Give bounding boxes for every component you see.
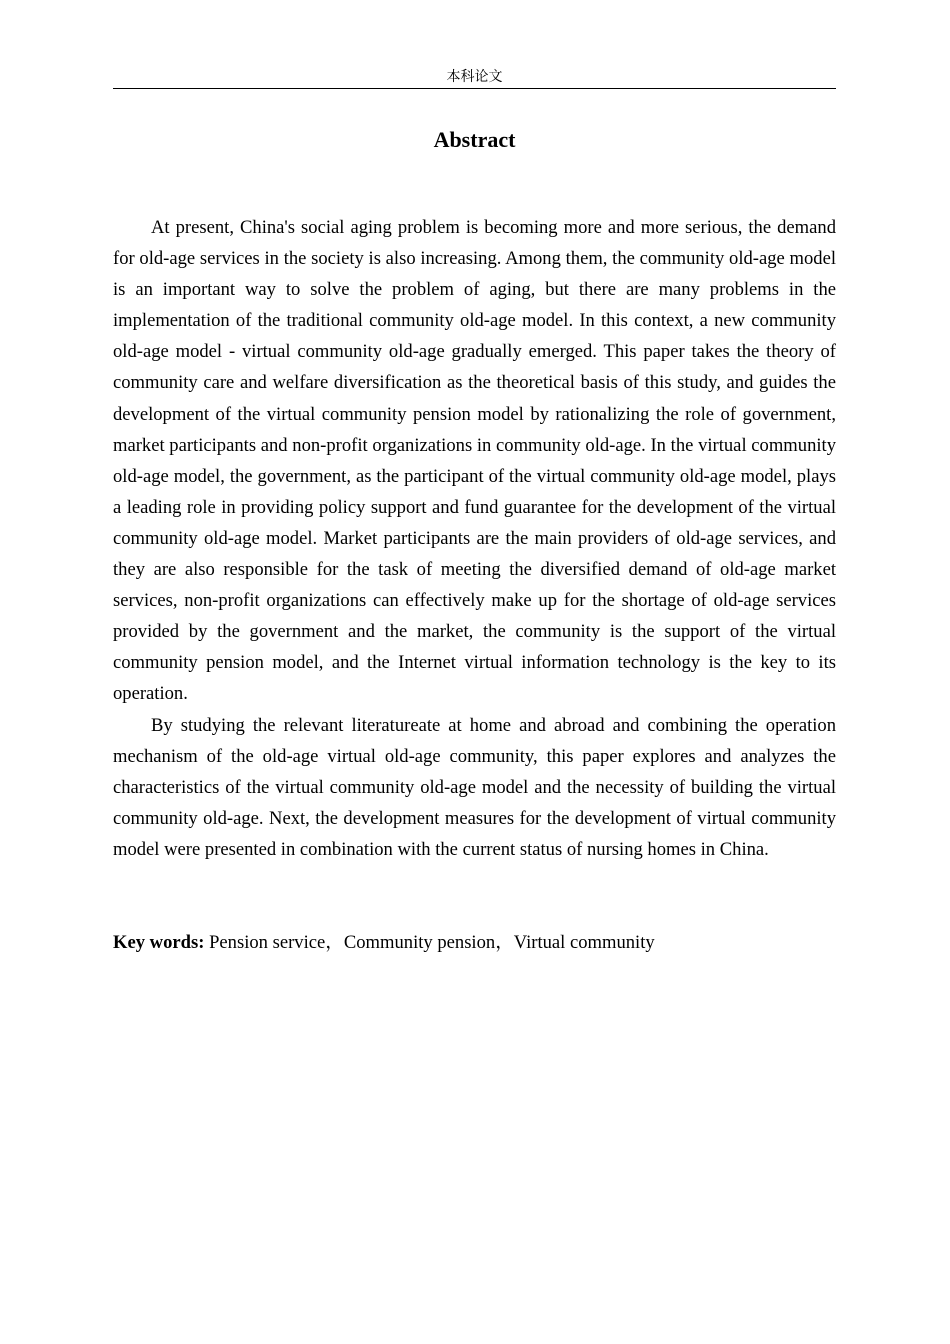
keywords-label: Key words: xyxy=(113,932,205,953)
keywords-line xyxy=(113,927,836,958)
keywords-items: Pension service，Community pension，Virtual community xyxy=(209,932,655,953)
running-header: 本科论文 xyxy=(113,66,836,89)
abstract-paragraph-2: By studying the relevant literatureate at home and abroad and combining the operation mechanism of the old-age virtual old-age community, this paper explores and analyzes the characteristics of the virtual community old-age model and the necessity of building the virtual community old-age. Next, the development measures for the development of virtual community model were presented in combination with the current status of nursing homes in China. xyxy=(113,714,836,860)
abstract-title: Abstract xyxy=(433,127,516,152)
abstract-paragraph-1: At present, China's social aging problem is becoming more and more serious, the demand for old-age services in the society is also increasing. Among them, the community old-age model is an important way to solve the problem of aging, but there are many problems in the implementation of the traditional community old-age model. In this context, a new community old-age model - virtual community old-age gradually emerged. This paper takes the theory of community care and welfare diversification as the theoretical basis of this study, and guides the development of the virtual community pension model by rationalizing the role of government, market participants and non-profit organizations in community old-age. In the virtual community old-age model, the government, as the participant of the virtual community old-age model, plays a leading role in providing policy support and fund guarantee for the development of the virtual community old-age model. Market participants are the main providers of old-age services, and they are also responsible for the task of meeting the diversified demand of old-age market services, non-profit organizations can effectively make up for the shortage of old-age services provided by the government and the market, the community is the support of the virtual community pension model, and the Internet virtual information technology is the key to its operation. xyxy=(113,217,836,705)
abstract-body xyxy=(113,212,836,865)
